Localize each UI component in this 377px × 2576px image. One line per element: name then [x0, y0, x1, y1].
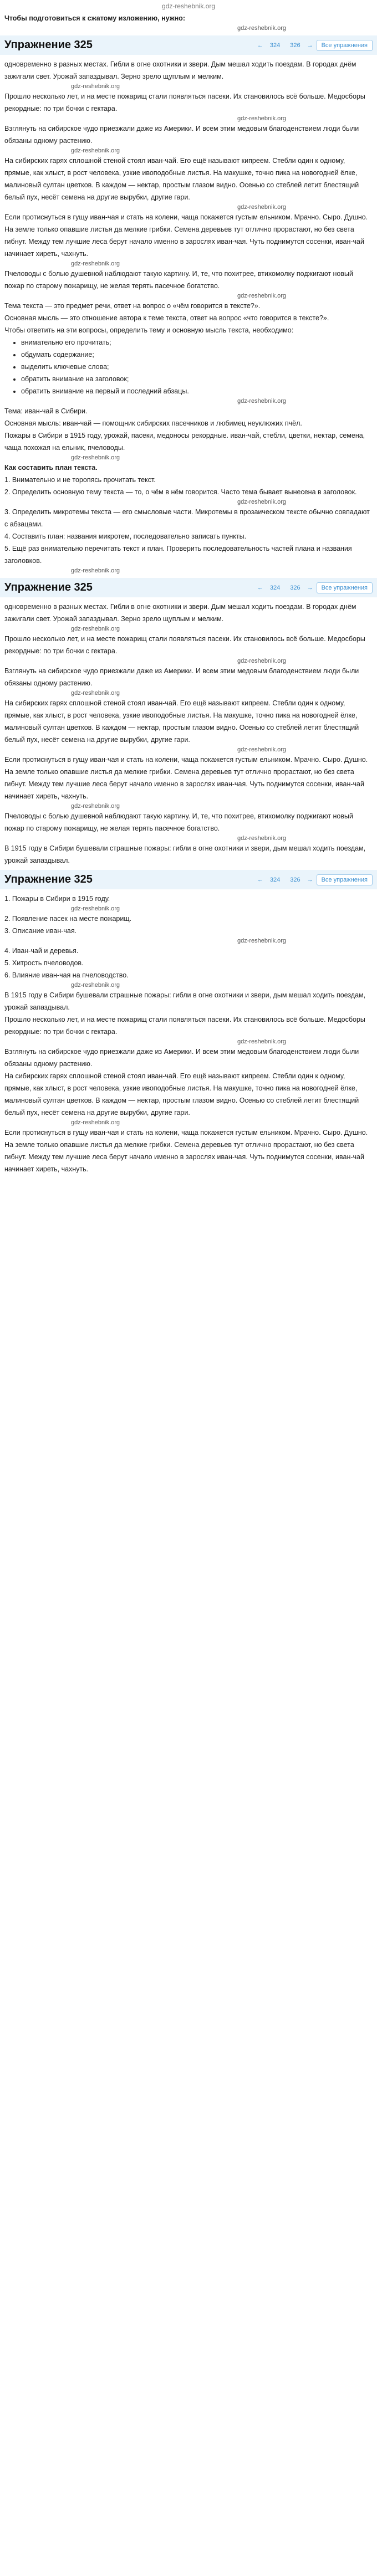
- paragraph: Пчеловоды с болью душевной наблюдают такую картину. И, те, что похитрее, втихомолку поджигают новый пожар по старому пожарищу, не желая терять пасечное богатство.: [4, 812, 353, 832]
- watermark: gdz-reshebnik.org: [71, 567, 120, 574]
- all-exercises-button[interactable]: Все упражнения: [317, 582, 373, 593]
- theme-definition: Тема текста — это предмет речи, ответ на вопрос о «чём говорится в тексте?».: [4, 302, 261, 310]
- paragraph: На сибирских гарях сплошной стеной стоял иван-чай. Его ещё называют кипреем. Стебли один к одному, прямые, как хлыст, в рост человека, узкие ивоподобные листья. На макушке, точно пика на новогодней ёлке, малиновый султан цветков. В каждом — нектар, простым глазом видно. Осенью со стеблей летит блестящий белый пух, несёт семена на другие вырубки, другие гари.: [4, 699, 359, 744]
- watermark: gdz-reshebnik.org: [71, 83, 120, 90]
- plan-item: 4. Иван-чай и деревья.: [4, 947, 79, 955]
- watermark: gdz-reshebnik.org: [237, 835, 287, 842]
- plan-item: 1. Пожары в Сибири в 1915 году.: [4, 895, 110, 903]
- paragraph: Если протиснуться в гущу иван-чая и стать на колени, чаща покажется густым ельником. Мрачно. Сыро. Душно. На земле только опавшие листья да мелкие грибки. Семена деревьев тут отлично прорастают, но без света гибнут. Между тем лучшие леса берут начало именно в зарослях иван-чая. Чуть поднимутся сосенки, иван-чай начинает хиреть, чахнуть.: [4, 756, 368, 800]
- next-arrow-icon[interactable]: →: [307, 584, 313, 591]
- list-item: • внимательно его прочитать;: [21, 336, 373, 349]
- steps-list: [4, 336, 373, 397]
- all-exercises-button[interactable]: Все упражнения: [317, 874, 373, 885]
- paragraph: одновременно в разных местах. Гибли в огне охотники и звери. Дым мешал ходить поездам. В городах днём зажигали свет. Урожай запаздывал. Зерно зрело щуплым и мелким.: [4, 603, 356, 623]
- plan-step: 2. Определить основную тему текста — то, о чём в нём говорится. Часто тема бывает вынесена в заголовок.: [4, 488, 357, 496]
- exercise-nav: [257, 874, 373, 885]
- next-arrow-icon[interactable]: →: [307, 42, 313, 49]
- next-arrow-icon[interactable]: →: [307, 876, 313, 883]
- exercise-title: Упражнение 325: [4, 39, 93, 51]
- rewrite-text: Пожары в Сибири в 1915 году, урожай, пасеки, медоносы рекордные. иван-чай, стебли, цветки, нектар, семена, чаща похожая на ельник, пчеловоды.: [4, 432, 365, 452]
- exercise-title: Упражнение 325: [4, 581, 93, 593]
- prev-arrow-icon[interactable]: ←: [257, 584, 263, 591]
- watermark: gdz-reshebnik.org: [71, 690, 120, 697]
- answer-idea: Основная мысль: иван-чай — помощник сибирских пасечников и любимец неуклюжих пчёл.: [4, 419, 302, 427]
- watermark: gdz-reshebnik.org: [71, 803, 120, 810]
- watermark: gdz-reshebnik.org: [237, 658, 287, 664]
- watermark: gdz-reshebnik.org: [237, 398, 287, 404]
- watermark: gdz-reshebnik.org: [71, 147, 120, 154]
- paragraph: Прошло несколько лет, и на месте пожарищ стали появляться пасеки. Их становилось всё больше. Медосборы рекордные: по три бочки с гектара.: [4, 93, 365, 112]
- plan-step: 3. Определить микротемы текста — его смысловые части. Микротемы в прозаическом тексте обычно совпадают с абзацами.: [4, 508, 370, 528]
- paragraph: Прошло несколько лет, и на месте пожарищ стали появляться пасеки. Их становилось всё больше. Медосборы рекордные: по три бочки с гектара.: [4, 635, 365, 655]
- exercise-header: [0, 870, 377, 889]
- watermark: gdz-reshebnik.org: [71, 905, 120, 912]
- exercise-nav: [257, 40, 373, 51]
- next-exercise-link[interactable]: 326: [290, 584, 300, 591]
- next-exercise-link[interactable]: 326: [290, 876, 300, 883]
- watermark: gdz-reshebnik.org: [237, 204, 287, 211]
- plan-title: Как составить план текста.: [4, 464, 98, 472]
- intro-text: Чтобы подготовиться к сжатому изложению, нужно:: [4, 14, 185, 22]
- watermark: gdz-reshebnik.org: [237, 499, 287, 505]
- plan-item: 6. Влияние иван-чая на пчеловодство.: [4, 971, 129, 979]
- watermark: gdz-reshebnik.org: [237, 25, 287, 32]
- prev-exercise-link[interactable]: 324: [269, 42, 281, 49]
- prev-arrow-icon[interactable]: ←: [257, 42, 263, 49]
- watermark: gdz-reshebnik.org: [71, 1119, 120, 1126]
- exercise-title: Упражнение 325: [4, 873, 93, 885]
- final-paragraph: В 1915 году в Сибири бушевали страшные пожары: гибли в огне охотники и звери, дым мешал ходить поездам, урожай запаздывал.: [4, 844, 366, 864]
- paragraph: Взглянуть на сибирское чудо приезжали даже из Америки. И всем этим медовым благоденствием люди были обязаны одному растению.: [4, 667, 359, 687]
- watermark: gdz-reshebnik.org: [71, 260, 120, 267]
- answer-theme: Тема: иван-чай в Сибири.: [4, 407, 88, 415]
- paragraph: Взглянуть на сибирское чудо приезжали даже из Америки. И всем этим медовым благоденствием люди были обязаны одному растению.: [4, 125, 359, 145]
- plan-step: 1. Внимательно и не торопясь прочитать текст.: [4, 476, 156, 484]
- prev-exercise-link[interactable]: 324: [269, 584, 281, 591]
- plan-step: 4. Составить план: названия микротем, последовательно записать пункты.: [4, 532, 247, 540]
- list-item: • выделить ключевые слова;: [21, 361, 373, 373]
- plan-step: 5. Ещё раз внимательно перечитать текст и план. Проверить последовательность частей плана и названия заголовков.: [4, 545, 352, 565]
- watermark: gdz-reshebnik.org: [237, 293, 287, 299]
- final-paragraph: В 1915 году в Сибири бушевали страшные пожары: гибли в огне охотники и звери, дым мешал ходить поездам, урожай запаздывал.: [4, 991, 366, 1011]
- paragraph: На сибирских гарях сплошной стеной стоял иван-чай. Его ещё называют кипреем. Стебли один к одному, прямые, как хлыст, в рост человека, узкие ивоподобные листья. На макушке, точно пика на новогодней ёлке, малиновый султан цветков. В каждом — нектар, простым глазом видно. Осенью со стеблей летит блестящий белый пух, несёт семена на другие вырубки, другие гари.: [4, 1072, 359, 1117]
- watermark: gdz-reshebnik.org: [71, 454, 120, 461]
- exercise-header: [0, 35, 377, 55]
- next-exercise-link[interactable]: 326: [290, 42, 300, 49]
- site-header[interactable]: gdz-reshebnik.org: [161, 2, 216, 10]
- task-intro: Чтобы ответить на эти вопросы, определить тему и основную мысль текста, необходимо:: [4, 326, 294, 334]
- watermark: gdz-reshebnik.org: [237, 1038, 287, 1045]
- plan-item: 3. Описание иван-чая.: [4, 927, 77, 935]
- paragraph: одновременно в разных местах. Гибли в огне охотники и звери. Дым мешал ходить поездам. В городах днём зажигали свет. Урожай запаздывал. Зерно зрело щуплым и мелким.: [4, 60, 356, 80]
- main-idea-definition: Основная мысль — это отношение автора к теме текста, ответ на вопрос «что говорится в тексте?».: [4, 314, 329, 322]
- plan-body: [0, 893, 377, 1175]
- exercise-nav: [257, 582, 373, 593]
- text-body: [0, 58, 377, 575]
- list-item: • обратить внимание на первый и последний абзацы.: [21, 385, 373, 397]
- paragraph: Если протиснуться в гущу иван-чая и стать на колени, чаща покажется густым ельником. Мрачно. Сыро. Душно. На земле только опавшие листья да мелкие грибки. Семена деревьев тут отлично прорастают, но без света гибнут. Между тем лучшие леса берут начало именно в зарослях иван-чая. Чуть поднимутся сосенки, иван-чай начинает хиреть, чахнуть.: [4, 1129, 368, 1173]
- text-body-repeat: [0, 601, 377, 867]
- list-item: • обратить внимание на заголовок;: [21, 373, 373, 385]
- watermark: gdz-reshebnik.org: [237, 115, 287, 122]
- list-item: • обдумать содержание;: [21, 349, 373, 361]
- plan-item: 2. Появление пасек на месте пожарищ.: [4, 915, 132, 923]
- paragraph: Прошло несколько лет, и на месте пожарищ стали появляться пасеки. Их становилось всё больше. Медосборы рекордные: по три бочки с гектара.: [4, 1016, 365, 1036]
- paragraph: Если протиснуться в гущу иван-чая и стать на колени, чаща покажется густым ельником. Мрачно. Сыро. Душно. На земле только опавшие листья да мелкие грибки. Семена деревьев тут отлично прорастают, но без света гибнут. Между тем лучшие леса берут начало именно в зарослях иван-чая. Чуть поднимутся сосенки, иван-чай начинает хиреть, чахнуть.: [4, 213, 368, 258]
- prev-exercise-link[interactable]: 324: [269, 876, 281, 883]
- exercise-header: [0, 578, 377, 597]
- prev-arrow-icon[interactable]: ←: [257, 876, 263, 883]
- paragraph: Пчеловоды с болью душевной наблюдают такую картину. И, те, что похитрее, втихомолку поджигают новый пожар по старому пожарищу, не желая терять пасечное богатство.: [4, 270, 353, 290]
- paragraph: На сибирских гарях сплошной стеной стоял иван-чай. Его ещё называют кипреем. Стебли один к одному, прямые, как хлыст, в рост человека, узкие ивоподобные листья. На макушке, точно пика на новогодней ёлке, малиновый султан цветков. В каждом — нектар, простым глазом видно. Осенью со стеблей летит блестящий белый пух, несёт семена на другие вырубки, другие гари.: [4, 157, 359, 201]
- paragraph: Взглянуть на сибирское чудо приезжали даже из Америки. И всем этим медовым благоденствием люди были обязаны одному растению.: [4, 1048, 359, 1068]
- watermark: gdz-reshebnik.org: [71, 626, 120, 632]
- watermark: gdz-reshebnik.org: [71, 982, 120, 989]
- plan-item: 5. Хитрость пчеловодов.: [4, 959, 84, 967]
- all-exercises-button[interactable]: Все упражнения: [317, 40, 373, 51]
- watermark: gdz-reshebnik.org: [237, 746, 287, 753]
- watermark: gdz-reshebnik.org: [237, 938, 287, 944]
